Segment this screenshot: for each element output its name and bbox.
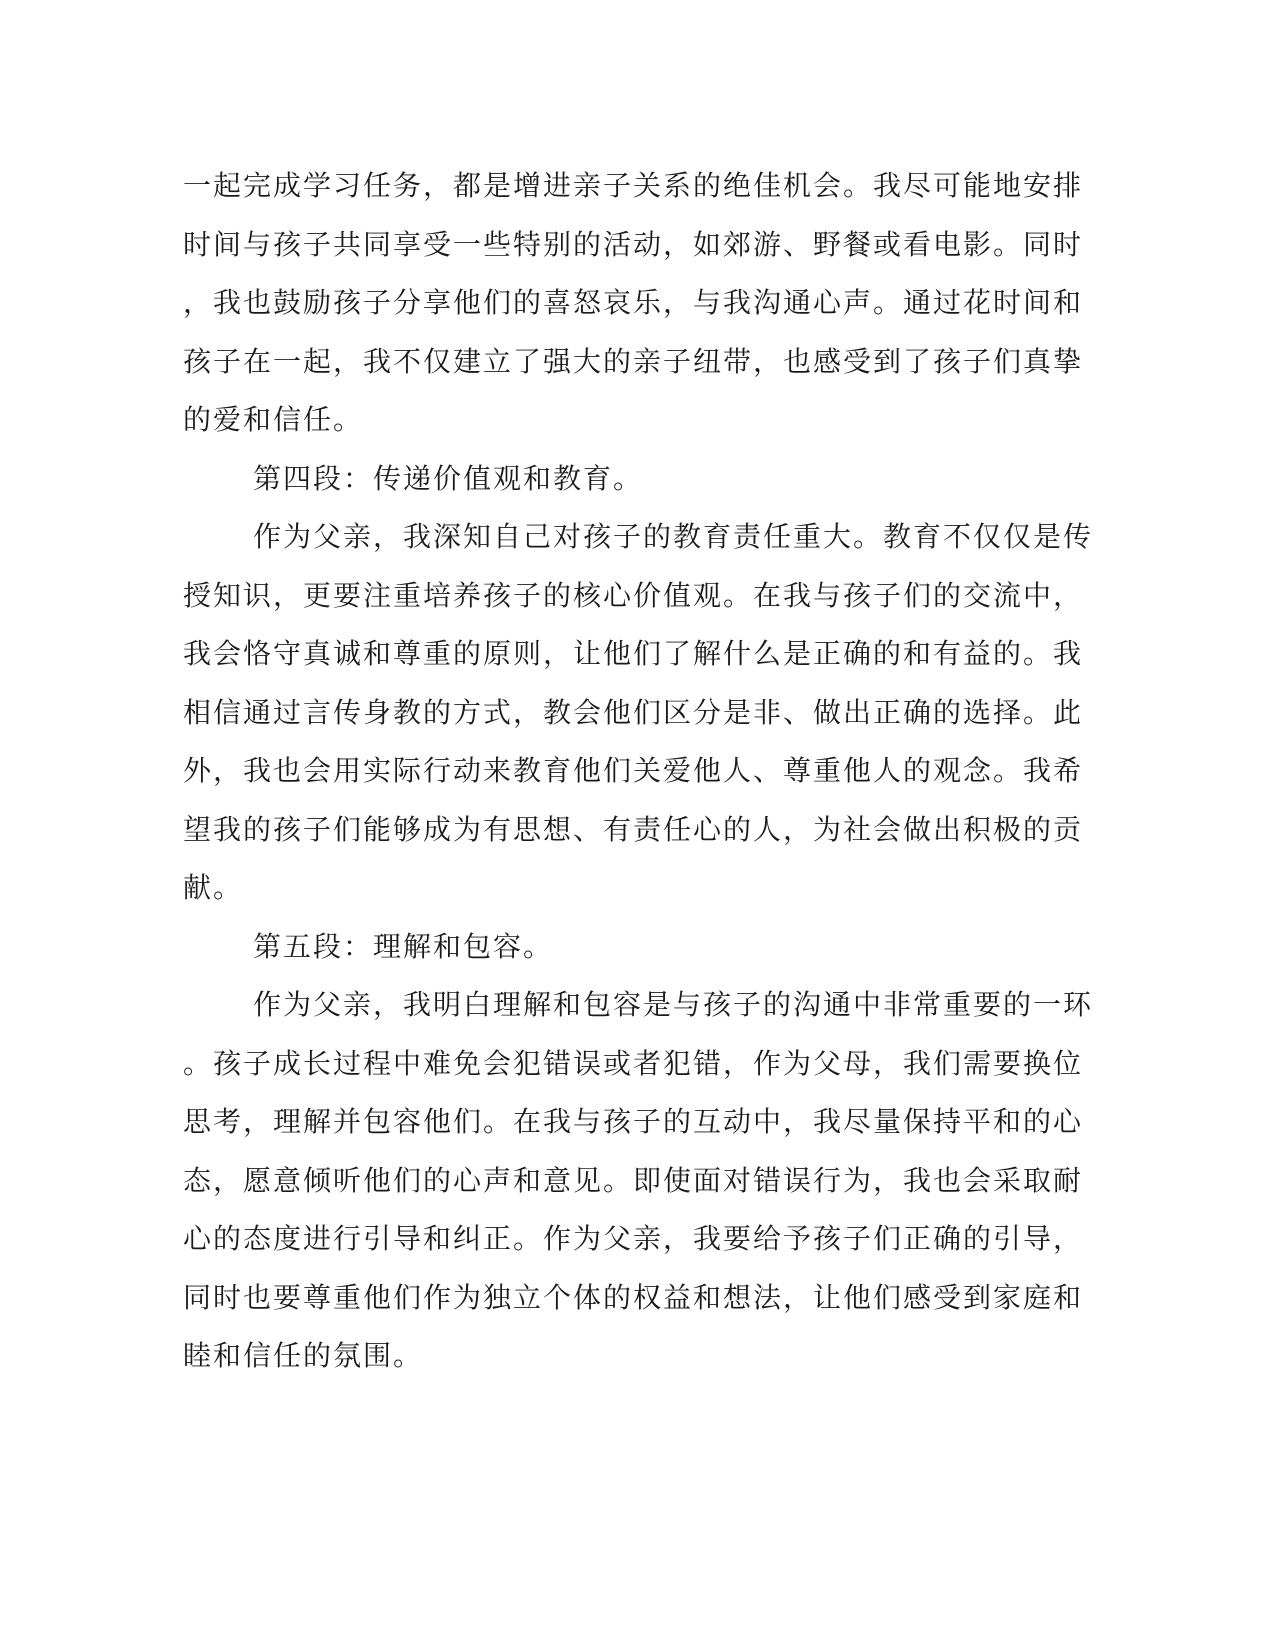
- text-line: 态，愿意倾听他们的心声和意见。即使面对错误行为，我也会采取耐: [183, 1163, 1084, 1197]
- text-line: 的爱和信任。: [183, 403, 364, 436]
- text-line: 相信通过言传身教的方式，教会他们区分是非、做出正确的选择。此: [183, 695, 1084, 729]
- text-line: 献。: [183, 871, 244, 904]
- text-line: 同时也要尊重他们作为独立个体的权益和想法，让他们感受到家庭和: [183, 1280, 1084, 1314]
- text-line: 我会恪守真诚和尊重的原则，让他们了解什么是正确的和有益的。我: [183, 637, 1084, 670]
- text-line: ，我也鼓励孩子分享他们的喜怒哀乐，与我沟通心声。通过花时间和: [183, 286, 1084, 319]
- text-line: 作为父亲，我深知自己对孩子的教育责任重大。教育不仅仅是传: [253, 520, 1094, 553]
- text-line: 一起完成学习任务，都是增进亲子关系的绝佳机会。我尽可能地安排: [183, 169, 1084, 202]
- text-line: 望我的孩子们能够成为有思想、有责任心的人，为社会做出积极的贡: [183, 812, 1084, 846]
- text-line: 。孩子成长过程中难免会犯错误或者犯错，作为父母，我们需要换位: [183, 1046, 1084, 1080]
- document-body: [183, 157, 1094, 1386]
- section-heading: 第五段：理解和包容。: [253, 929, 554, 963]
- text-line: 外，我也会用实际行动来教育他们关爱他人、尊重他人的观念。我希: [183, 754, 1084, 787]
- text-line: 授知识，更要注重培养孩子的核心价值观。在我与孩子们的交流中，: [183, 578, 1084, 612]
- text-line: 思考，理解并包容他们。在我与孩子的互动中，我尽量保持平和的心: [183, 1105, 1084, 1138]
- text-line: 睦和信任的氛围。: [183, 1339, 424, 1372]
- text-line: 时间与孩子共同享受一些特别的活动，如郊游、野餐或看电影。同时: [183, 227, 1084, 261]
- text-line: 孩子在一起，我不仅建立了强大的亲子纽带，也感受到了孩子们真挚: [183, 344, 1084, 378]
- text-line: 作为父亲，我明白理解和包容是与孩子的沟通中非常重要的一环: [253, 988, 1094, 1021]
- text-line: 心的态度进行引导和纠正。作为父亲，我要给予孩子们正确的引导，: [183, 1222, 1084, 1255]
- section-heading: 第四段：传递价值观和教育。: [253, 461, 644, 495]
